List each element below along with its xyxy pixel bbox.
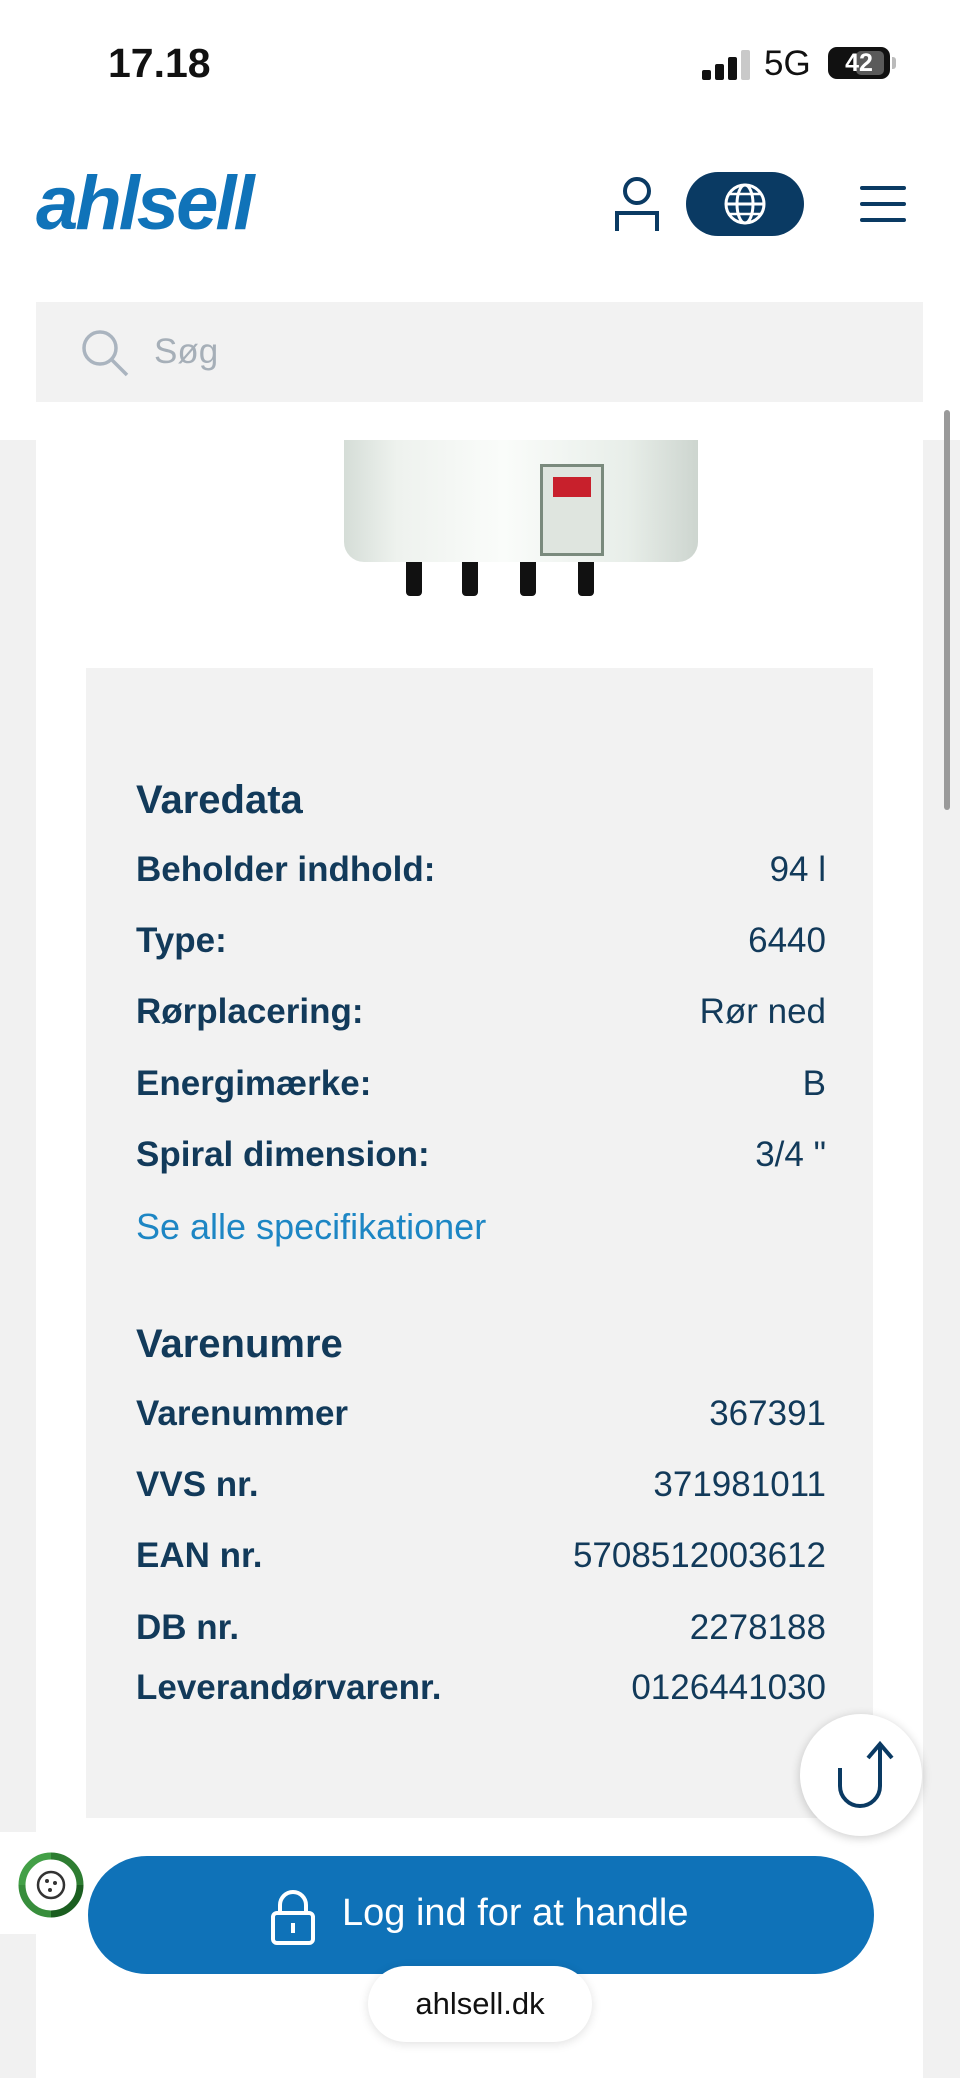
spec-row [136, 921, 826, 971]
status-bar [0, 0, 960, 130]
spec-value: B [802, 1064, 826, 1103]
specifications-panel [86, 668, 873, 1818]
varedata-title: Varedata [136, 778, 303, 822]
search-icon [80, 328, 130, 378]
spec-value: Rør ned [699, 992, 826, 1031]
spec-row [136, 1135, 826, 1185]
ahlsell-logo[interactable]: ahlsell [36, 161, 252, 246]
browser-url-bar[interactable]: ahlsell.dk [368, 1966, 592, 2042]
language-button[interactable] [686, 172, 804, 236]
main-content [0, 440, 960, 2078]
spec-label: Rørplacering: [136, 992, 364, 1031]
signal-icon [702, 50, 752, 80]
lock-icon [270, 1889, 316, 1945]
spec-value: 94 l [769, 850, 826, 889]
battery-icon [828, 47, 890, 79]
number-value: 371981011 [653, 1465, 826, 1504]
product-card [36, 440, 923, 2078]
number-row [136, 1536, 826, 1586]
cookie-settings-button[interactable] [0, 1832, 88, 1934]
cookie-icon [18, 1852, 84, 1918]
search-bar [36, 302, 923, 402]
number-row [136, 1608, 826, 1658]
number-value: 367391 [709, 1394, 826, 1433]
network-type: 5G [764, 44, 811, 83]
number-label: EAN nr. [136, 1536, 263, 1575]
number-label: VVS nr. [136, 1465, 259, 1504]
arrow-up-icon [828, 1738, 894, 1812]
number-row [136, 1394, 826, 1444]
user-icon[interactable] [612, 175, 662, 233]
globe-icon [723, 182, 767, 226]
spec-label: Energimærke: [136, 1064, 372, 1103]
spec-label: Spiral dimension: [136, 1135, 430, 1174]
scrollbar[interactable] [944, 410, 950, 810]
spec-row [136, 1064, 826, 1114]
status-time: 17.18 [108, 40, 211, 86]
hamburger-menu-icon[interactable] [860, 182, 906, 226]
number-label: DB nr. [136, 1608, 240, 1647]
scroll-to-top-button[interactable] [800, 1714, 922, 1836]
login-to-shop-button[interactable] [88, 1856, 874, 1974]
number-value: 2278188 [689, 1608, 826, 1647]
number-row [136, 1465, 826, 1515]
number-value: 0126441030 [631, 1668, 826, 1707]
number-label: Leverandørvarenr. [136, 1668, 442, 1707]
number-label: Varenummer [136, 1394, 349, 1433]
varenumre-title: Varenumre [136, 1322, 343, 1366]
product-image[interactable] [308, 440, 698, 610]
number-row [136, 1668, 826, 1718]
spec-label: Type: [136, 921, 227, 960]
spec-row [136, 850, 826, 900]
site-header [0, 130, 960, 302]
see-all-specifications-link[interactable]: Se alle specifikationer [136, 1206, 487, 1247]
login-button-label: Log ind for at handle [342, 1892, 689, 1934]
number-value: 5708512003612 [572, 1536, 826, 1575]
spec-value: 3/4 " [755, 1135, 826, 1174]
battery-level: 42 [845, 49, 873, 77]
spec-row [136, 992, 826, 1042]
spec-label: Beholder indhold: [136, 850, 436, 889]
spec-value: 6440 [748, 921, 826, 960]
search-input[interactable] [154, 326, 874, 378]
